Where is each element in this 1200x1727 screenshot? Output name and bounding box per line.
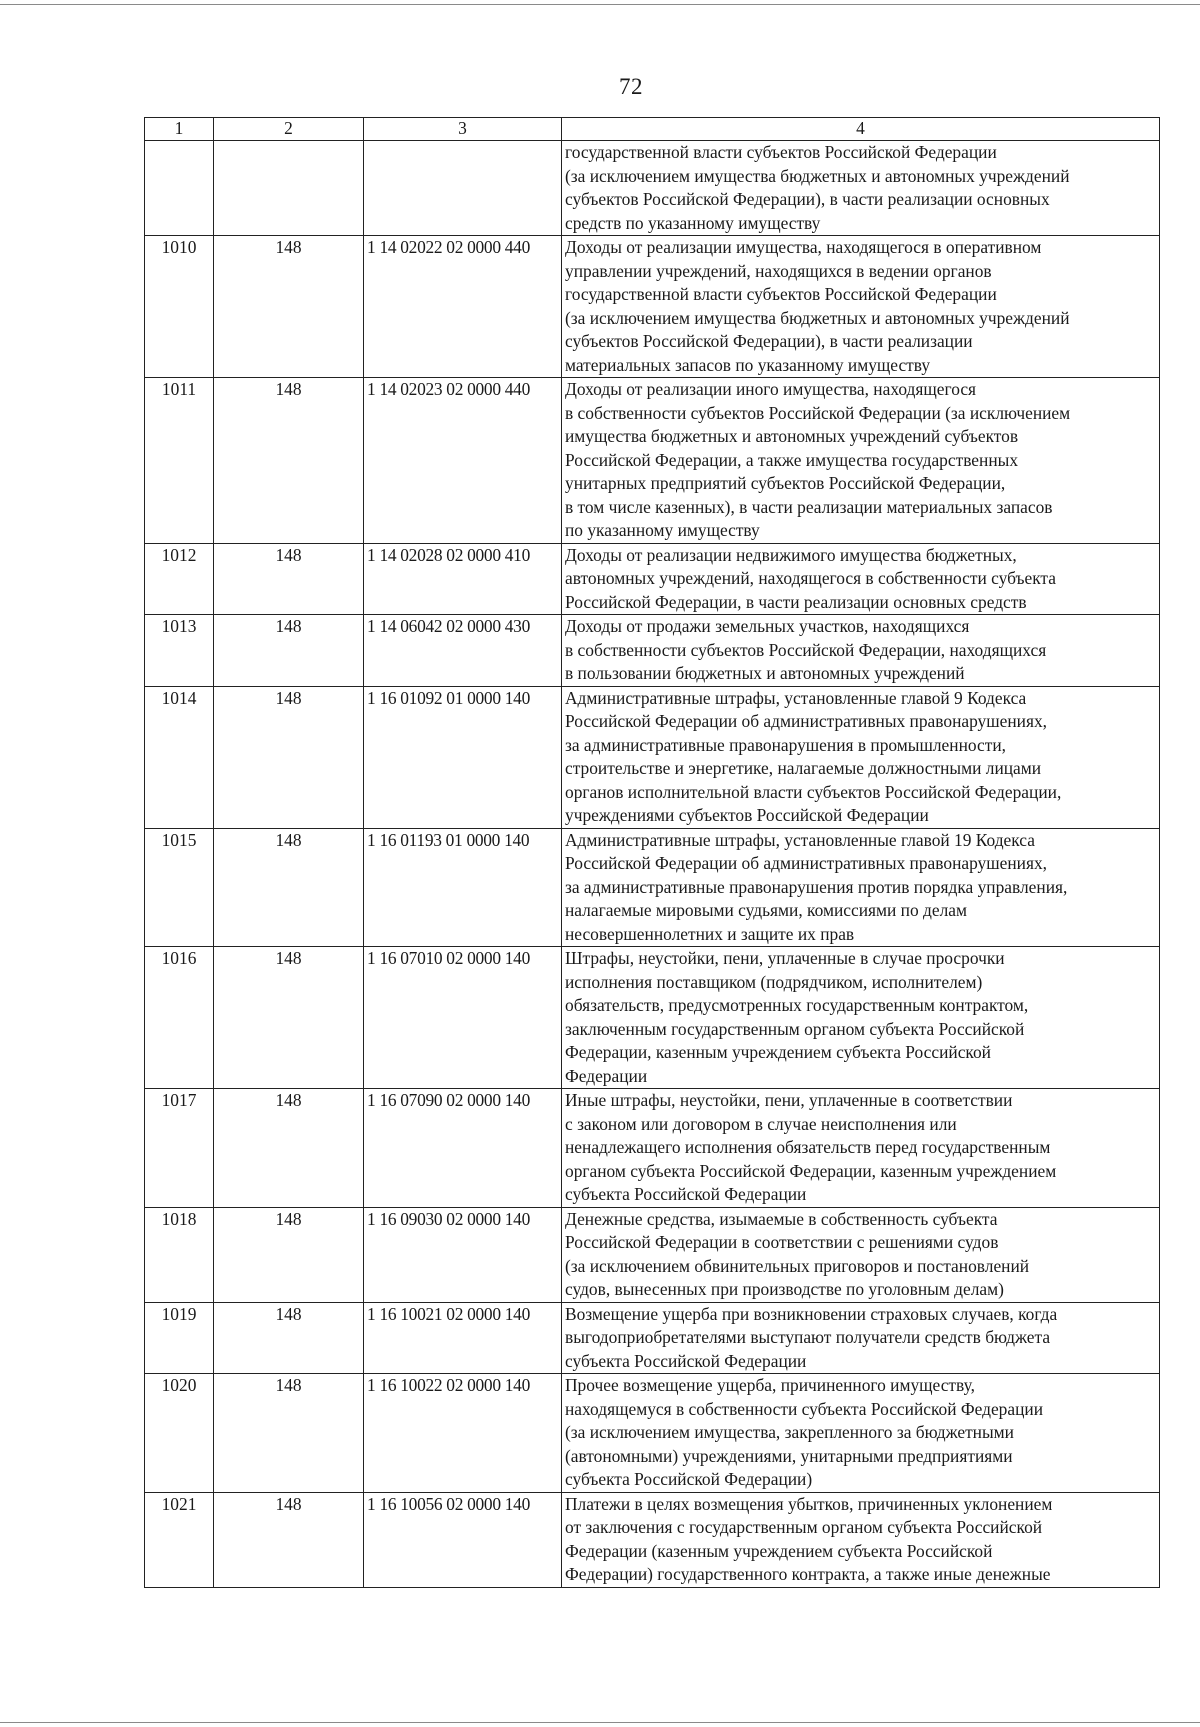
budget-classification-code-cell: 1 16 01193 01 0000 140 (364, 828, 562, 947)
admin-code-cell: 148 (214, 378, 364, 544)
description-line: Российской Федерации, в части реализации основных средств (565, 591, 1027, 612)
row-number-cell: 1015 (145, 828, 214, 947)
description-line: субъектов Российской Федерации), в части реализации основных (565, 189, 1050, 209)
description-line: имущества бюджетных и автономных учреждений субъектов (565, 426, 1019, 446)
description-line: Штрафы, неустойки, пени, уплаченные в случае просрочки (565, 948, 1005, 968)
description-line: (за исключением имущества, закрепленного за бюджетными (565, 1422, 1014, 1442)
table-row (145, 1302, 1160, 1374)
description-line: Федерации) государственного контракта, а также иные денежные (565, 1564, 1051, 1584)
row-number-cell (145, 141, 214, 236)
budget-classification-code-cell: 1 14 02022 02 0000 440 (364, 236, 562, 378)
description-line: Российской Федерации об административных правонарушениях, (565, 853, 1048, 873)
revenue-description-cell (562, 615, 1160, 687)
table-header-row (145, 118, 1160, 141)
description-line: (автономными) учреждениями, унитарными предприятиями (565, 1445, 1013, 1466)
revenue-description-cell (562, 1374, 1160, 1493)
description-line: (за исключением имущества бюджетных и автономных учреждений (565, 307, 1070, 328)
page-number: 72 (619, 74, 643, 99)
revenue-description-cell (562, 828, 1160, 947)
description-line: в собственности субъектов Российской Федерации, находящихся (565, 639, 1047, 660)
header-col-2: 2 (214, 118, 364, 141)
admin-code-cell (214, 141, 364, 236)
description-line: Федерации (565, 1065, 648, 1086)
row-number-cell: 1017 (145, 1089, 214, 1208)
budget-classification-code-cell: 1 16 07090 02 0000 140 (364, 1089, 562, 1208)
header-col-3: 3 (364, 118, 562, 141)
description-line: Федерации (казенным учреждением субъекта Российской (565, 1540, 993, 1561)
description-line: субъекта Российской Федерации (565, 1350, 807, 1371)
budget-classification-code-cell: 1 16 10022 02 0000 140 (364, 1374, 562, 1493)
description-line: налагаемые мировыми судьями, комиссиями по делам (565, 900, 967, 920)
budget-classification-code-cell: 1 16 01092 01 0000 140 (364, 686, 562, 828)
revenue-description-cell (562, 378, 1160, 544)
description-line: выгодоприобретателями выступают получатели средств бюджета (565, 1327, 1051, 1347)
row-number-cell: 1019 (145, 1302, 214, 1374)
table-row (145, 1207, 1160, 1302)
header-col-4: 4 (562, 118, 1160, 141)
description-line: Федерации, казенным учреждением субъекта Российской (565, 1042, 991, 1062)
description-line: управлении учреждений, находящихся в ведении органов (565, 260, 992, 281)
description-line: автономных учреждений, находящегося в собственности субъекта (565, 568, 1056, 588)
description-line: с законом или договором в случае неисполнения или (565, 1113, 957, 1134)
description-line: Доходы от реализации иного имущества, находящегося (565, 379, 977, 399)
description-line: органом субъекта Российской Федерации, казенным учреждением (565, 1160, 1057, 1181)
description-line: Российской Федерации в соответствии с решениями судов (565, 1232, 999, 1252)
row-number-cell: 1014 (145, 686, 214, 828)
description-line: судов, вынесенных при производстве по уголовным делам) (565, 1279, 1004, 1299)
description-line: в пользовании бюджетных и автономных учреждений (565, 663, 965, 683)
description-line: в том числе казенных), в части реализации материальных запасов (565, 496, 1053, 517)
admin-code-cell: 148 (214, 686, 364, 828)
description-line: ненадлежащего исполнения обязательств перед государственным (565, 1137, 1051, 1157)
description-line: обязательств, предусмотренных государственным контрактом, (565, 995, 1029, 1015)
table-row (145, 1089, 1160, 1208)
description-line: за административные правонарушения в промышленности, (565, 734, 1006, 755)
description-line: материальных запасов по указанному имуществу (565, 354, 931, 375)
table-row (145, 543, 1160, 615)
description-line: Доходы от реализации имущества, находящегося в оперативном (565, 237, 1042, 257)
table-row (145, 141, 1160, 236)
description-line: средств по указанному имуществу (565, 212, 821, 233)
table-row (145, 1492, 1160, 1587)
budget-classification-code-cell: 1 14 02023 02 0000 440 (364, 378, 562, 544)
revenue-description-cell (562, 686, 1160, 828)
description-line: за административные правонарушения против порядка управления, (565, 876, 1068, 897)
revenue-description-cell (562, 1302, 1160, 1374)
admin-code-cell: 148 (214, 236, 364, 378)
admin-code-cell: 148 (214, 1492, 364, 1587)
description-line: Иные штрафы, неустойки, пени, уплаченные в соответствии (565, 1090, 1013, 1110)
table-row (145, 947, 1160, 1089)
budget-classification-code-cell: 1 14 02028 02 0000 410 (364, 543, 562, 615)
admin-code-cell: 148 (214, 828, 364, 947)
table-row (145, 1374, 1160, 1493)
row-number-cell: 1021 (145, 1492, 214, 1587)
row-number-cell: 1013 (145, 615, 214, 687)
row-number-cell: 1020 (145, 1374, 214, 1493)
budget-classification-code-cell: 1 16 10021 02 0000 140 (364, 1302, 562, 1374)
budget-classification-code-cell: 1 16 09030 02 0000 140 (364, 1207, 562, 1302)
description-line: Платежи в целях возмещения убытков, причиненных уклонением (565, 1493, 1053, 1514)
table-row (145, 828, 1160, 947)
admin-code-cell: 148 (214, 1374, 364, 1493)
revenue-description-cell (562, 1089, 1160, 1208)
description-line: Денежные средства, изымаемые в собственность субъекта (565, 1208, 998, 1229)
table-row (145, 378, 1160, 544)
description-line: Российской Федерации, а также имущества государственных (565, 449, 1019, 470)
description-line: Возмещение ущерба при возникновении страховых случаев, когда (565, 1303, 1058, 1324)
description-line: несовершеннолетних и защите их прав (565, 923, 855, 944)
budget-classification-code-cell: 1 14 06042 02 0000 430 (364, 615, 562, 687)
admin-code-cell: 148 (214, 543, 364, 615)
description-line: Административные штрафы, установленные главой 9 Кодекса (565, 687, 1027, 708)
description-line: (за исключением обвинительных приговоров и постановлений (565, 1255, 1030, 1276)
revenue-description-cell (562, 141, 1160, 236)
description-line: исполнения поставщиком (подрядчиком, исполнителем) (565, 971, 983, 992)
description-line: заключенным государственным органом субъекта Российской (565, 1018, 1025, 1039)
description-line: от заключения с государственным органом субъекта Российской (565, 1517, 1043, 1537)
admin-code-cell: 148 (214, 947, 364, 1089)
budget-classification-code-cell: 1 16 10056 02 0000 140 (364, 1492, 562, 1587)
description-line: в собственности субъектов Российской Федерации (за исключением (565, 402, 1071, 423)
table-row (145, 236, 1160, 378)
table-body (145, 141, 1160, 1588)
description-line: государственной власти субъектов Российской Федерации (565, 284, 997, 304)
description-line: субъекта Российской Федерации) (565, 1469, 813, 1489)
description-line: (за исключением имущества бюджетных и автономных учреждений (565, 165, 1070, 186)
revenue-description-cell (562, 543, 1160, 615)
description-line: Российской Федерации об административных правонарушениях, (565, 711, 1048, 731)
row-number-cell: 1011 (145, 378, 214, 544)
row-number-cell: 1018 (145, 1207, 214, 1302)
description-line: по указанному имуществу (565, 520, 760, 540)
admin-code-cell: 148 (214, 1207, 364, 1302)
revenue-description-cell (562, 1492, 1160, 1587)
row-number-cell: 1016 (145, 947, 214, 1089)
row-number-cell: 1012 (145, 543, 214, 615)
description-line: Прочее возмещение ущерба, причиненного имуществу, (565, 1375, 975, 1395)
description-line: учреждениями субъектов Российской Федерации (565, 805, 929, 825)
revenue-codes-table (144, 117, 1160, 1588)
admin-code-cell: 148 (214, 615, 364, 687)
revenue-description-cell (562, 947, 1160, 1089)
description-line: органов исполнительной власти субъектов Российской Федерации, (565, 781, 1062, 802)
revenue-description-cell (562, 236, 1160, 378)
table-row (145, 615, 1160, 687)
description-line: субъекта Российской Федерации (565, 1184, 807, 1204)
description-line: строительстве и энергетике, налагаемые должностными лицами (565, 758, 1042, 778)
table-row (145, 686, 1160, 828)
description-line: государственной власти субъектов Российской Федерации (565, 142, 997, 162)
description-line: Административные штрафы, установленные главой 19 Кодекса (565, 829, 1035, 850)
description-line: находящемуся в собственности субъекта Российской Федерации (565, 1398, 1044, 1419)
header-col-1: 1 (145, 118, 214, 141)
admin-code-cell: 148 (214, 1302, 364, 1374)
budget-classification-code-cell (364, 141, 562, 236)
revenue-description-cell (562, 1207, 1160, 1302)
budget-classification-code-cell: 1 16 07010 02 0000 140 (364, 947, 562, 1089)
row-number-cell: 1010 (145, 236, 214, 378)
description-line: унитарных предприятий субъектов Российской Федерации, (565, 473, 1006, 493)
admin-code-cell: 148 (214, 1089, 364, 1208)
description-line: Доходы от продажи земельных участков, находящихся (565, 616, 970, 636)
scan-edge-top (0, 4, 1200, 5)
description-line: субъектов Российской Федерации), в части реализации (565, 331, 973, 351)
scan-edge-bottom (0, 1722, 1200, 1723)
description-line: Доходы от реализации недвижимого имущества бюджетных, (565, 544, 1017, 565)
